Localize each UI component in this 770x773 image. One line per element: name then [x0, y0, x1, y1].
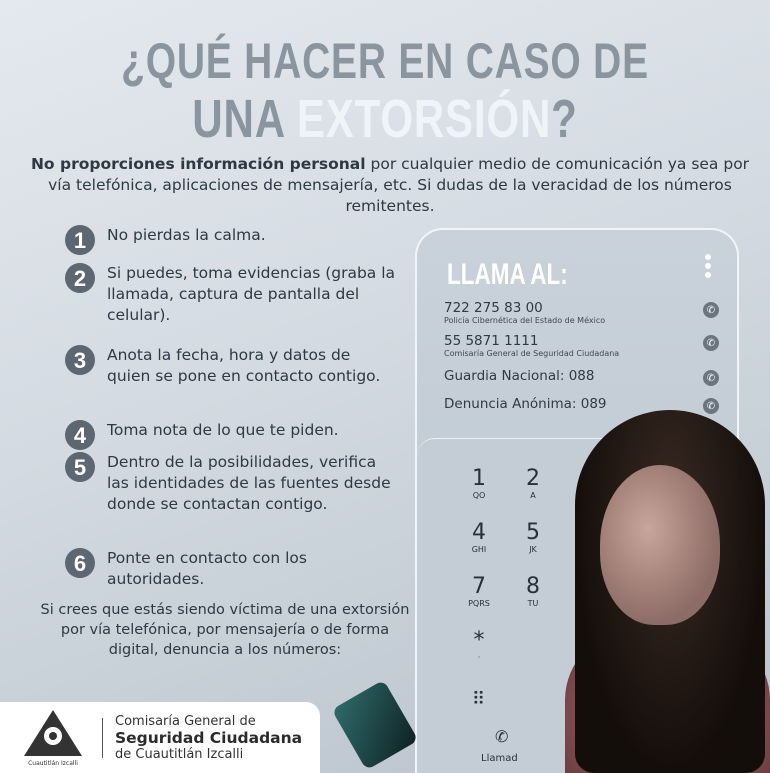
- step-text: Dentro de la posibilidades, verifica las identidades de las fuentes desde donde se contactan contigo.: [107, 453, 391, 513]
- brand-line-1: Comisaría General de: [115, 713, 256, 729]
- svg-text:Cuautitlán Izcalli: Cuautitlán Izcalli: [28, 759, 78, 767]
- dial-key[interactable]: 1 QO: [472, 466, 486, 500]
- brand-line-3: de Cuautitlán Izcalli: [115, 746, 244, 762]
- brand-footer: [0, 702, 320, 773]
- step-text: Toma nota de lo que te piden.: [107, 421, 339, 439]
- dial-key[interactable]: 7 PQRS: [468, 574, 490, 608]
- contact-agency: Comisaría General de Seguridad Ciudadana: [444, 349, 620, 358]
- contact-item[interactable]: [444, 333, 714, 358]
- smartphone-in-hand: [332, 680, 419, 771]
- dial-key[interactable]: 4 GHI: [471, 520, 487, 554]
- divider: [102, 718, 103, 758]
- phone-icon[interactable]: ✆: [703, 398, 719, 414]
- dialpad-icon: ⠿: [472, 689, 486, 710]
- step-number: 5: [65, 452, 95, 482]
- dial-key[interactable]: 2 A: [526, 466, 540, 500]
- step-number: 4: [65, 420, 95, 450]
- dial-key[interactable]: 8 TU: [526, 574, 540, 608]
- title-line-1: ¿QUÉ HACER EN CASO DE: [121, 33, 649, 89]
- call-label: Llamad: [481, 753, 518, 764]
- step-number: 3: [65, 345, 95, 375]
- outro-text: Si crees que estás siendo víctima de una extorsión por vía telefónica, por mensajería o de forma digital, denuncia a los números:: [40, 602, 410, 658]
- phone-icon[interactable]: ✆: [703, 335, 719, 351]
- step-text: Ponte en contacto con los autoridades.: [107, 549, 307, 588]
- more-vertical-icon: [705, 254, 711, 278]
- call-title: LLAMA AL:: [447, 258, 568, 291]
- dial-key[interactable]: * ·: [473, 628, 485, 662]
- title-highlight: EXTORSIÓN: [296, 89, 552, 149]
- step-number: 2: [65, 263, 95, 293]
- step-number: 6: [65, 548, 95, 578]
- step-item: [65, 420, 397, 450]
- step-item: [65, 345, 397, 387]
- woman-photo: [565, 410, 770, 773]
- step-item: [65, 263, 397, 326]
- step-text: Anota la fecha, hora y datos de quien se pone en contacto contigo.: [107, 346, 381, 385]
- contact-number: Denuncia Anónima: 089: [444, 396, 607, 412]
- logo: [16, 708, 90, 768]
- contact-number: 722 275 83 00: [444, 300, 543, 316]
- contact-item[interactable]: [444, 368, 714, 384]
- title-line-2: UNA EXTORSIÓN?: [192, 89, 578, 149]
- contact-number: Guardia Nacional: 088: [444, 368, 595, 384]
- dial-key[interactable]: 5 JK: [526, 520, 540, 554]
- intro-text: No proporciones información personal por cualquier medio de comunicación ya sea por vía telefónica, aplicaciones de mensajería, etc. Si dudas de la veracidad de los números remitentes.: [30, 155, 750, 215]
- step-item: [65, 548, 397, 590]
- contact-number: 55 5871 1111: [444, 333, 539, 349]
- phone-icon[interactable]: ✆: [703, 302, 719, 318]
- contact-item[interactable]: [444, 300, 714, 325]
- brand-line-2: Seguridad Ciudadana: [115, 728, 303, 747]
- step-text: No pierdas la calma.: [107, 226, 266, 244]
- call-icon: ✆: [495, 727, 509, 746]
- step-item: [65, 225, 397, 255]
- contact-agency: Policía Cibernética del Estado de México: [444, 316, 606, 325]
- step-text: Si puedes, toma evidencias (graba la llamada, captura de pantalla del celular).: [107, 264, 396, 324]
- phone-icon[interactable]: ✆: [703, 370, 719, 386]
- step-number: 1: [65, 225, 95, 255]
- step-item: [65, 452, 397, 515]
